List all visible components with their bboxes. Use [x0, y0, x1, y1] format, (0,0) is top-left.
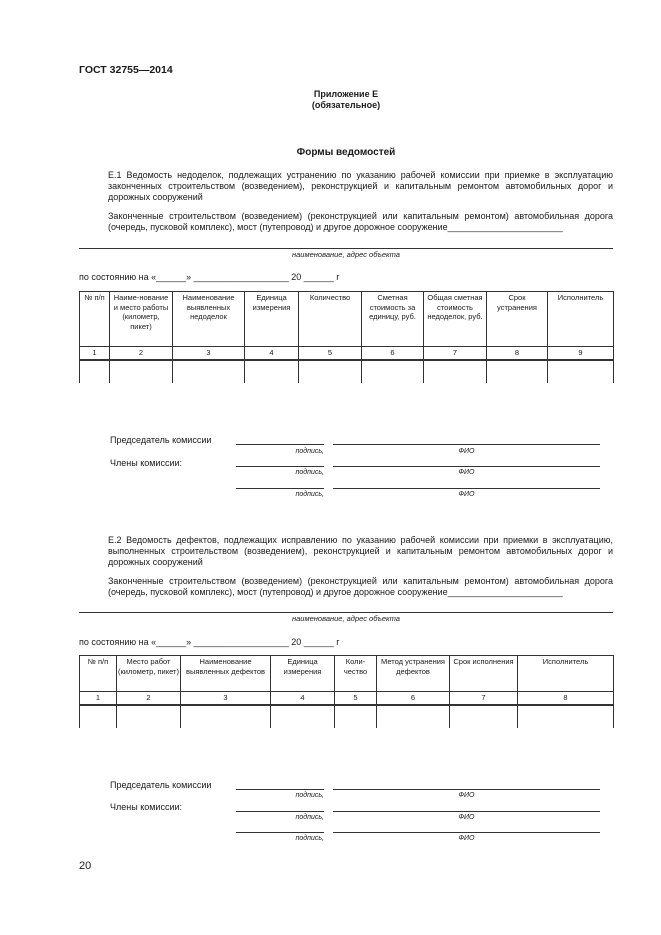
table-empty-row: [80, 705, 614, 728]
state-date-line: по состоянию на «______» ___________________ 20 ______ г: [79, 272, 340, 282]
signature-line: [236, 832, 324, 833]
table-number-row: [80, 347, 614, 361]
object-caption: наименование, адрес объекта: [292, 614, 400, 623]
fio-caption: ФИО: [458, 835, 475, 842]
number-cell: 9: [548, 347, 614, 361]
forms-title: Формы ведомостей: [296, 147, 396, 158]
signature-caption: подпись,: [295, 448, 324, 455]
signature-caption: подпись,: [295, 469, 324, 476]
header-cell: Исполнитель: [548, 292, 614, 347]
number-cell: 3: [173, 347, 245, 361]
fio-caption: ФИО: [458, 469, 475, 476]
empty-cell: [362, 360, 424, 383]
number-cell: 8: [518, 692, 614, 706]
empty-cell: [377, 705, 450, 728]
empty-cell: [548, 360, 614, 383]
number-cell: 1: [80, 692, 117, 706]
signature-line: [236, 811, 324, 812]
fio-line: [333, 466, 600, 467]
chairman-label: Председатель комиссии: [110, 780, 212, 790]
empty-cell: [173, 360, 245, 383]
signature-caption: подпись,: [295, 491, 324, 498]
section1-paragraph: [79, 170, 613, 203]
number-cell: 2: [110, 347, 173, 361]
empty-cell: [450, 705, 518, 728]
empty-cell: [80, 705, 117, 728]
members-label: Члены комиссии:: [110, 458, 183, 468]
signature-caption: подпись,: [295, 835, 324, 842]
empty-cell: [335, 705, 377, 728]
empty-cell: [299, 360, 362, 383]
number-cell: 7: [450, 692, 518, 706]
header-cell: Общая сметная стоимость недоделок, руб.: [424, 292, 487, 347]
standard-header: ГОСТ 32755—2014: [79, 64, 173, 76]
header-cell: № п/п: [80, 292, 110, 347]
number-cell: 3: [181, 692, 271, 706]
header-cell: Наименование выявленных дефектов: [181, 656, 271, 692]
header-cell: Исполнитель: [518, 656, 614, 692]
defects-table-1: [79, 291, 614, 383]
chairman-label: Председатель комиссии: [110, 435, 212, 445]
fio-line: [333, 488, 600, 489]
header-cell: Количество: [299, 292, 362, 347]
empty-cell: [110, 360, 173, 383]
header-cell: Наиме-нование и место работы (километр, пикет): [110, 292, 173, 347]
number-cell: 7: [424, 347, 487, 361]
annex-title: Приложение Е: [313, 89, 379, 99]
signature-line: [236, 789, 324, 790]
fio-line: [333, 444, 600, 445]
table-empty-row: [80, 360, 614, 383]
number-cell: 5: [299, 347, 362, 361]
number-cell: 1: [80, 347, 110, 361]
fio-caption: ФИО: [458, 448, 475, 455]
fio-line: [333, 811, 600, 812]
annex-subtitle: (обязательное): [311, 100, 381, 110]
section2-para1: Е.2 Ведомость дефектов, подлежащих исправлению по указанию рабочей комиссии при приемки в эксплуатацию, выполненных строительством (возведением), реконструкцией и капитальным ремонтом автомобильных дорог и дорожных сооружений: [108, 535, 613, 567]
number-cell: 4: [271, 692, 335, 706]
fio-line: [333, 789, 600, 790]
signature-line: [236, 488, 324, 489]
header-cell: Единица измерения: [245, 292, 299, 347]
empty-cell: [518, 705, 614, 728]
section1-para2: Законченные строительством (возведением) (реконструкцией или капитальным ремонтом) автомобильная дорога (очередь, пусковой комплекс), мост (путепровод) и другое дорожное сооружение_______________________: [108, 211, 613, 232]
signature-line: [236, 466, 324, 467]
defects-table-2: [79, 655, 614, 728]
signature-caption: подпись,: [295, 792, 324, 799]
empty-cell: [424, 360, 487, 383]
header-cell: Место работ (километр, пикет): [117, 656, 181, 692]
signature-line: [236, 444, 324, 445]
fio-line: [333, 832, 600, 833]
section2-paragraph: [79, 535, 613, 568]
fio-caption: ФИО: [458, 491, 475, 498]
header-cell: Сметная стоимость за единицу, руб.: [362, 292, 424, 347]
section1-object-paragraph: [79, 211, 613, 233]
header-cell: Срок исполнения: [450, 656, 518, 692]
table-header-row: [80, 292, 614, 347]
number-cell: 8: [487, 347, 548, 361]
empty-cell: [487, 360, 548, 383]
state-date-line: по состоянию на «______» ___________________ 20 ______ г: [79, 637, 340, 647]
empty-cell: [245, 360, 299, 383]
header-cell: Коли-чество: [335, 656, 377, 692]
signature-caption: подпись,: [295, 814, 324, 821]
empty-cell: [80, 360, 110, 383]
empty-cell: [117, 705, 181, 728]
object-line: [79, 612, 613, 613]
page-number: 20: [79, 860, 92, 872]
header-cell: Единица измерения: [271, 656, 335, 692]
table-number-row: [80, 692, 614, 706]
members-label: Члены комиссии:: [110, 802, 183, 812]
header-cell: Наименование выявленных недоделок: [173, 292, 245, 347]
number-cell: 6: [377, 692, 450, 706]
empty-cell: [181, 705, 271, 728]
fio-caption: ФИО: [458, 792, 475, 799]
header-cell: Срок устранения: [487, 292, 548, 347]
number-cell: 2: [117, 692, 181, 706]
number-cell: 4: [245, 347, 299, 361]
empty-cell: [271, 705, 335, 728]
header-cell: Метод устранения дефектов: [377, 656, 450, 692]
header-cell: № п/п: [80, 656, 117, 692]
object-caption: наименование, адрес объекта: [292, 250, 400, 259]
section2-object-paragraph: [79, 576, 613, 598]
fio-caption: ФИО: [458, 814, 475, 821]
section2-para2: Законченные строительством (возведением) (реконструкцией или капитальным ремонтом) автомобильная дорога (очередь, пусковой комплекс), мост (путепровод) и другое дорожное сооружение_______________________: [108, 576, 613, 597]
section1-para1: Е.1 Ведомость недоделок, подлежащих устранению по указанию рабочей комиссии при приемке в эксплуатацию законченных строительством (возведением), реконструкцией и капитальным ремонтом автомобильных дорог и дорожных сооружений: [108, 170, 613, 202]
object-line: [79, 248, 613, 249]
number-cell: 5: [335, 692, 377, 706]
table-header-row: [80, 656, 614, 692]
number-cell: 6: [362, 347, 424, 361]
